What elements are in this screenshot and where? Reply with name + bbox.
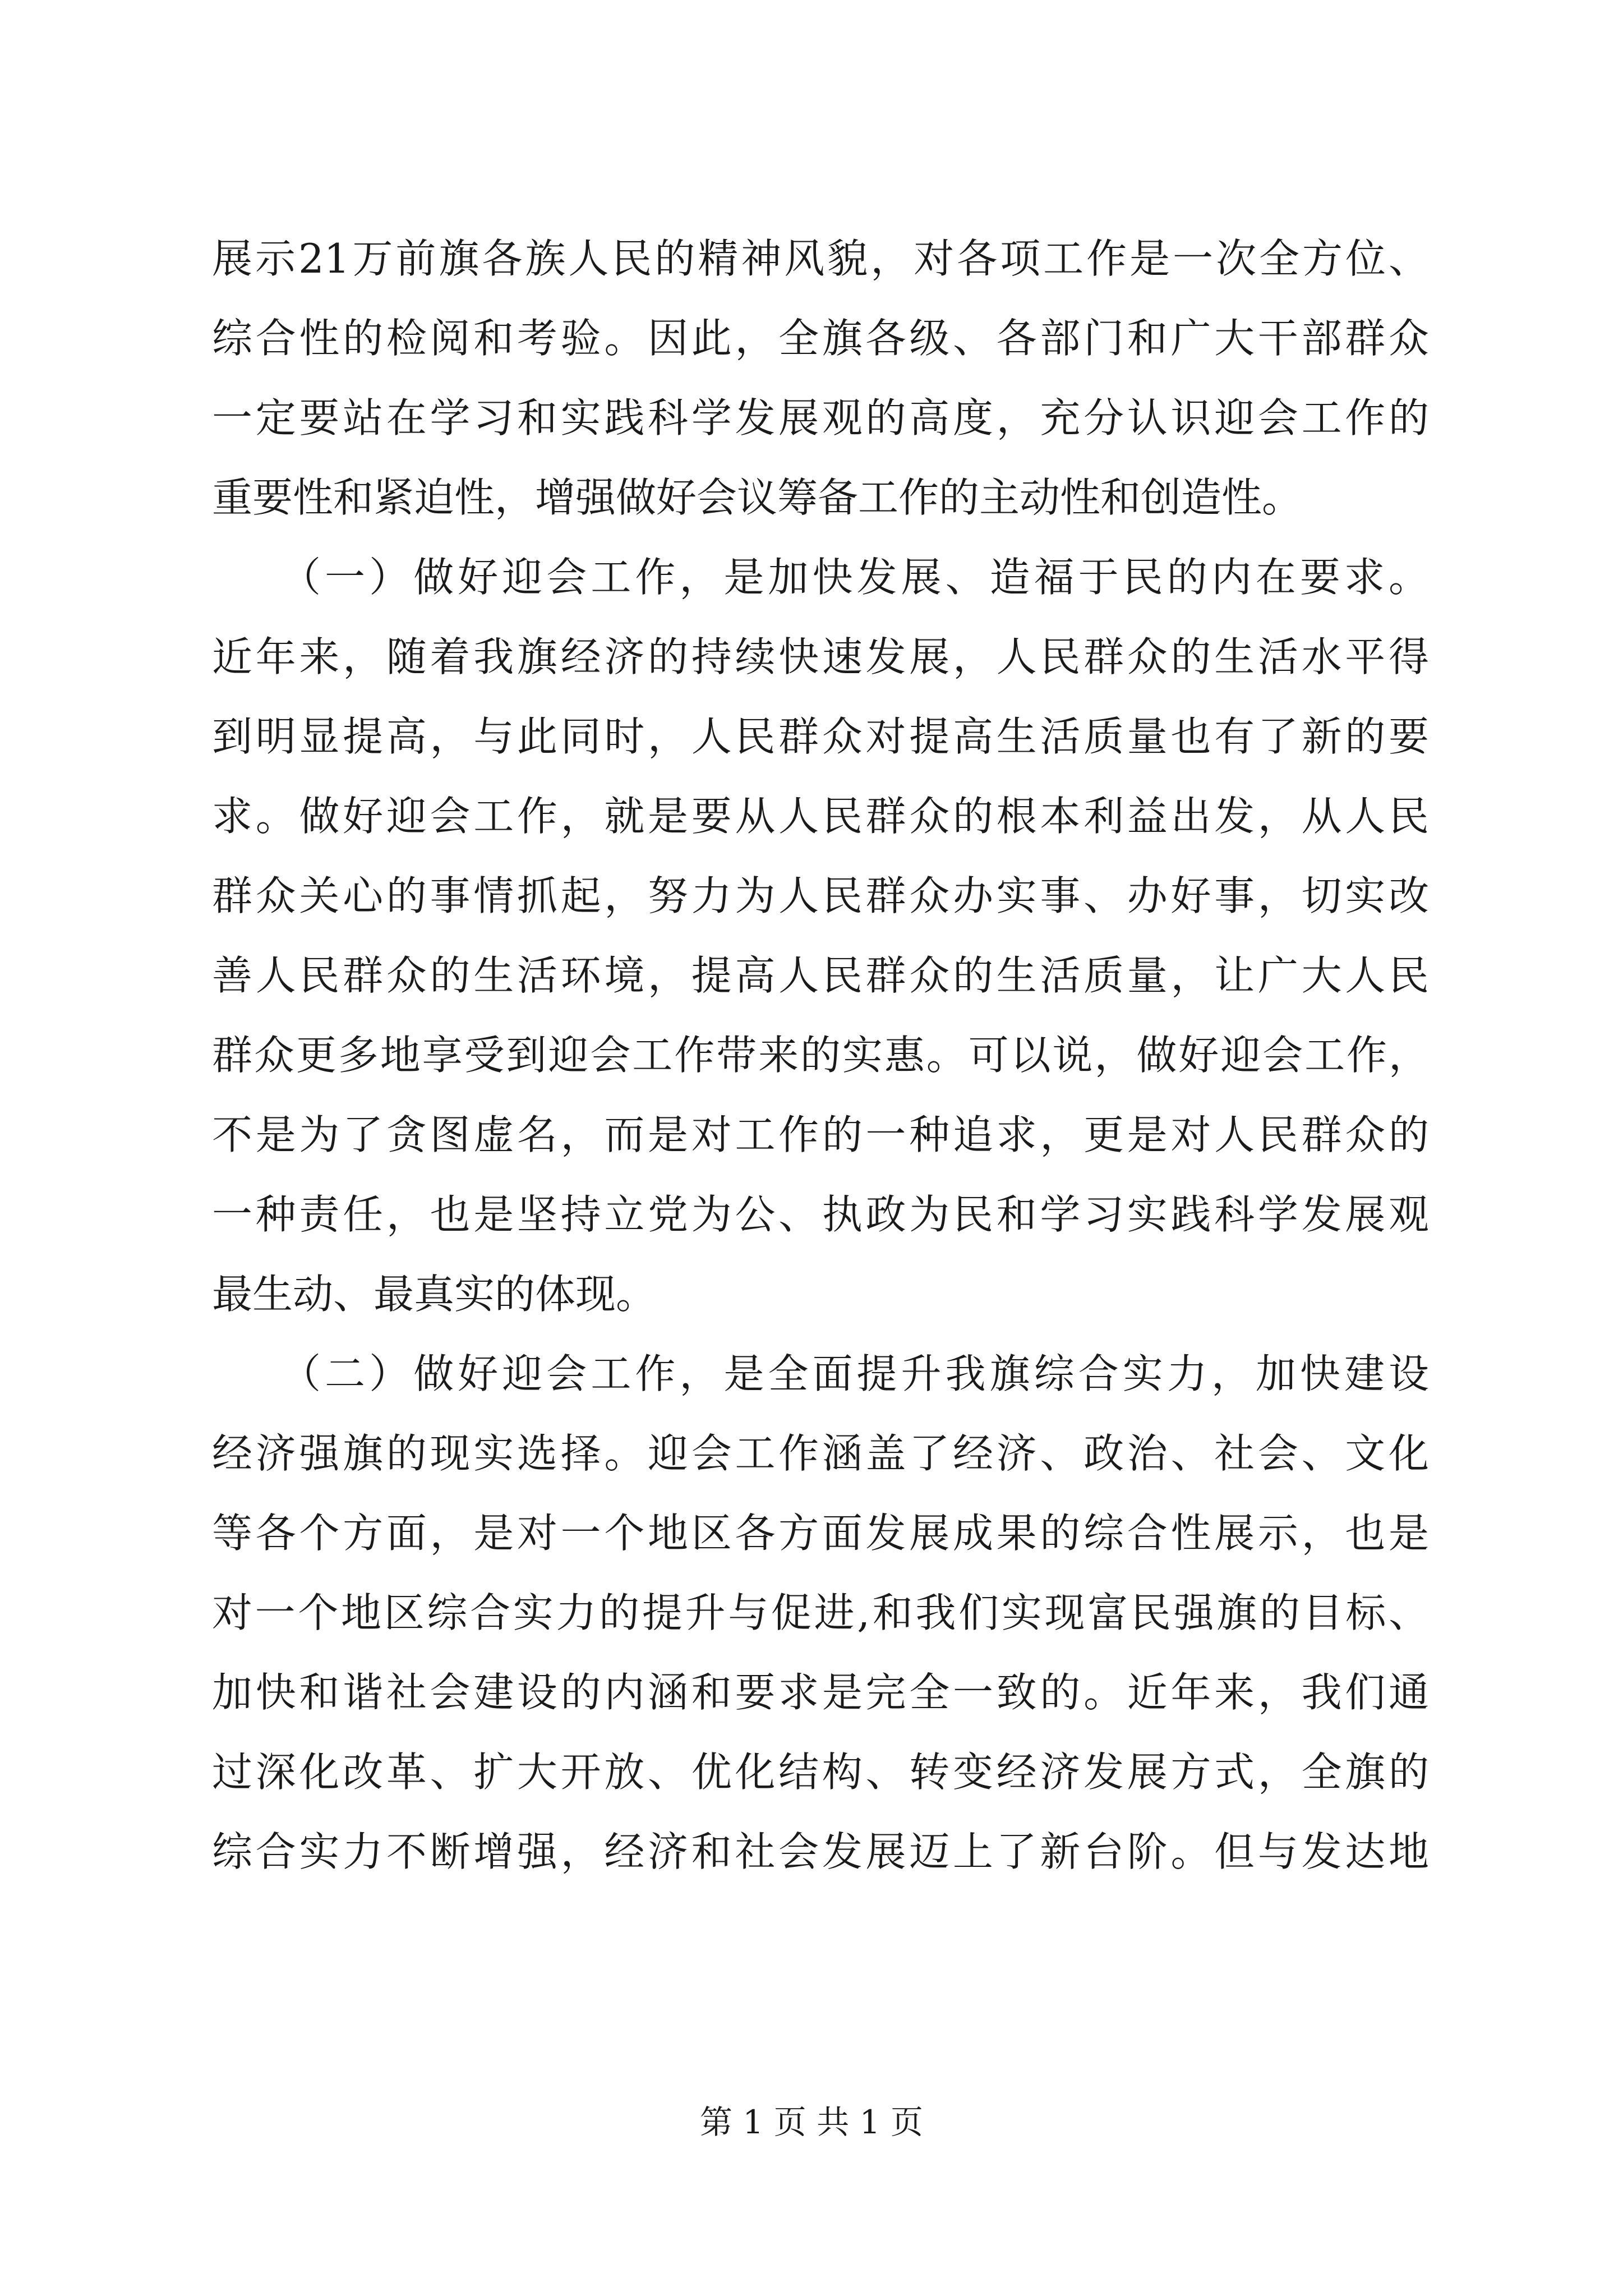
text-line: 最生动、最真实的体现。 (212, 1271, 657, 1318)
text-line: 善人民群众的生活环境，提高人民群众的生活质量，让广大人民 (212, 952, 1429, 999)
text-line: （二）做好迎会工作，是全面提升我旗综合实力，加快建设 (212, 1350, 1429, 1397)
text-line: 对一个地区综合实力的提升与促进,和我们实现富民强旗的目标、 (212, 1589, 1429, 1636)
text-line: 综合实力不断增强，经济和社会发展迈上了新台阶。但与发达地 (212, 1828, 1429, 1875)
text-line: 群众关心的事情抓起，努力为人民群众办实事、办好事，切实改 (212, 872, 1429, 919)
text-line: 经济强旗的现实选择。迎会工作涵盖了经济、政治、社会、文化 (212, 1430, 1429, 1477)
text-line: 过深化改革、扩大开放、优化结构、转变经济发展方式，全旗的 (212, 1749, 1429, 1796)
text-line: 加快和谐社会建设的内涵和要求是完全一致的。近年来，我们通 (212, 1669, 1429, 1716)
text-line: 综合性的检阅和考验。因此，全旗各级、各部门和广大干部群众 (212, 315, 1429, 362)
text-line: 一种责任，也是坚持立党为公、执政为民和学习实践科学发展观 (212, 1191, 1429, 1238)
text-line: 重要性和紧迫性，增强做好会议筹备工作的主动性和创造性。 (212, 474, 1303, 521)
text-line: 不是为了贪图虚名，而是对工作的一种追求，更是对人民群众的 (212, 1111, 1429, 1158)
text-line: （一）做好迎会工作，是加快发展、造福于民的内在要求。 (212, 554, 1429, 601)
page-number-footer: 第 1 页 共 1 页 (700, 2103, 923, 2141)
text-line: 等各个方面，是对一个地区各方面发展成果的综合性展示，也是 (212, 1510, 1429, 1557)
body-text (212, 219, 1429, 1892)
text-line: 到明显提高，与此同时，人民群众对提高生活质量也有了新的要 (212, 713, 1429, 760)
text-line: 近年来，随着我旗经济的持续快速发展，人民群众的生活水平得 (212, 633, 1429, 680)
text-line: 一定要站在学习和实践科学发展观的高度，充分认识迎会工作的 (212, 394, 1429, 441)
text-line: 群众更多地享受到迎会工作带来的实惠。可以说，做好迎会工作， (212, 1032, 1429, 1079)
text-line: 求。做好迎会工作，就是要从人民群众的根本利益出发，从人民 (212, 793, 1429, 840)
text-line: 展示21万前旗各族人民的精神风貌，对各项工作是一次全方位、 (212, 235, 1429, 282)
